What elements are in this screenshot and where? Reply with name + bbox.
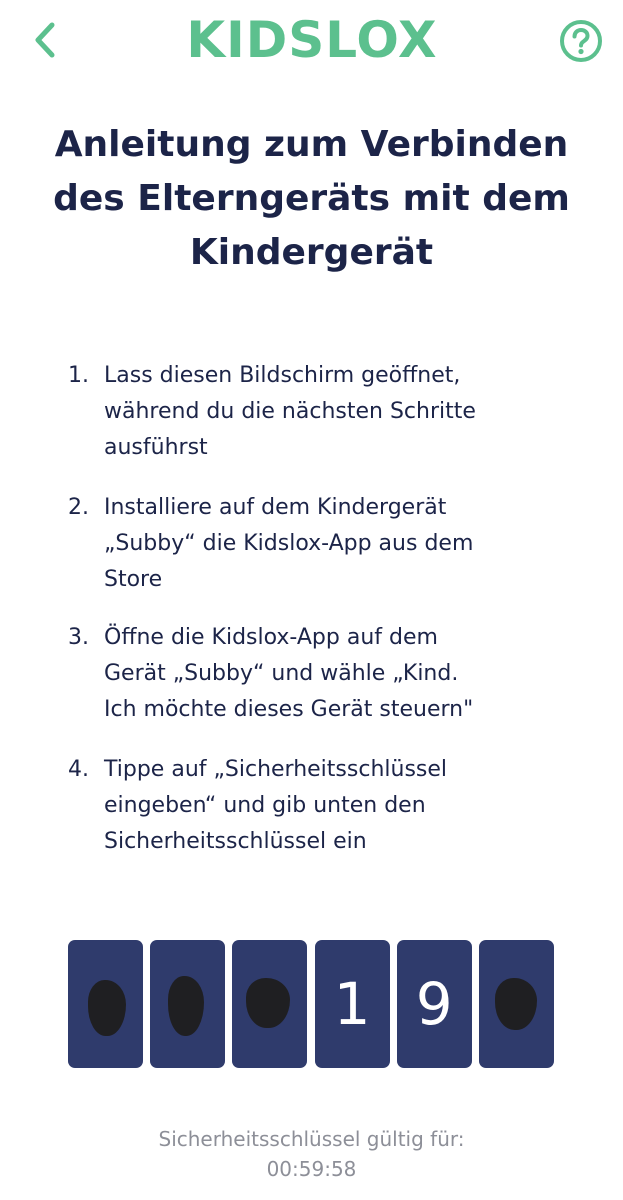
code-digit-box bbox=[479, 940, 554, 1068]
step-line: Tippe auf „Sicherheitsschlüssel bbox=[104, 757, 448, 782]
step-line: Öffne die Kidslox-App auf dem bbox=[104, 625, 438, 650]
code-digit-box bbox=[68, 940, 143, 1068]
step-line: Ich möchte dieses Gerät steuern" bbox=[104, 697, 474, 722]
step-line: Gerät „Subby“ und wähle „Kind. bbox=[104, 661, 459, 686]
step-text bbox=[104, 752, 568, 860]
step-line: „Subby“ die Kidslox-App aus dem bbox=[104, 531, 474, 556]
step-number: 3. bbox=[68, 625, 89, 650]
help-button[interactable] bbox=[558, 18, 604, 64]
step-line: Store bbox=[104, 567, 163, 592]
step-line: ausführst bbox=[104, 435, 208, 460]
step-line: Lass diesen Bildschirm geöffnet, bbox=[104, 363, 461, 388]
step-line: Sicherheitsschlüssel ein bbox=[104, 829, 367, 854]
step-line: während du die nächsten Schritte bbox=[104, 399, 476, 424]
code-digit-box bbox=[397, 940, 472, 1068]
step-line: Installiere auf dem Kindergerät bbox=[104, 495, 447, 520]
question-circle-icon bbox=[558, 18, 604, 64]
step-text bbox=[104, 620, 568, 728]
kidslox-logo bbox=[166, 12, 458, 68]
validity-countdown: 00:59:58 bbox=[266, 1157, 357, 1181]
validity-label: Sicherheitsschlüssel gültig für: bbox=[158, 1127, 465, 1151]
redaction-mark bbox=[495, 978, 537, 1030]
instruction-step bbox=[68, 752, 568, 860]
instruction-step bbox=[68, 620, 568, 728]
app-header bbox=[0, 0, 623, 90]
step-text bbox=[104, 358, 568, 466]
code-digit-box bbox=[232, 940, 307, 1068]
key-validity bbox=[0, 1124, 623, 1184]
step-line: eingeben“ und gib unten den bbox=[104, 793, 426, 818]
code-digit-box bbox=[150, 940, 225, 1068]
redaction-mark bbox=[246, 978, 290, 1028]
code-digit-box bbox=[315, 940, 390, 1068]
step-number: 4. bbox=[68, 757, 89, 782]
step-text bbox=[104, 490, 568, 598]
code-digit: 9 bbox=[415, 970, 453, 1038]
security-key-code bbox=[68, 940, 554, 1068]
instruction-step bbox=[68, 358, 568, 466]
instruction-step bbox=[68, 490, 568, 598]
logo-text: KIDSLOX bbox=[186, 11, 438, 69]
redaction-mark bbox=[88, 980, 126, 1036]
code-digit: 1 bbox=[333, 970, 371, 1038]
step-number: 2. bbox=[68, 495, 89, 520]
step-number: 1. bbox=[68, 363, 89, 388]
back-button[interactable] bbox=[22, 14, 66, 66]
page-title: Anleitung zum Verbinden des Elterngeräts mit dem Kindergerät bbox=[53, 124, 570, 273]
chevron-left-icon bbox=[32, 20, 56, 60]
redaction-mark bbox=[168, 976, 204, 1036]
